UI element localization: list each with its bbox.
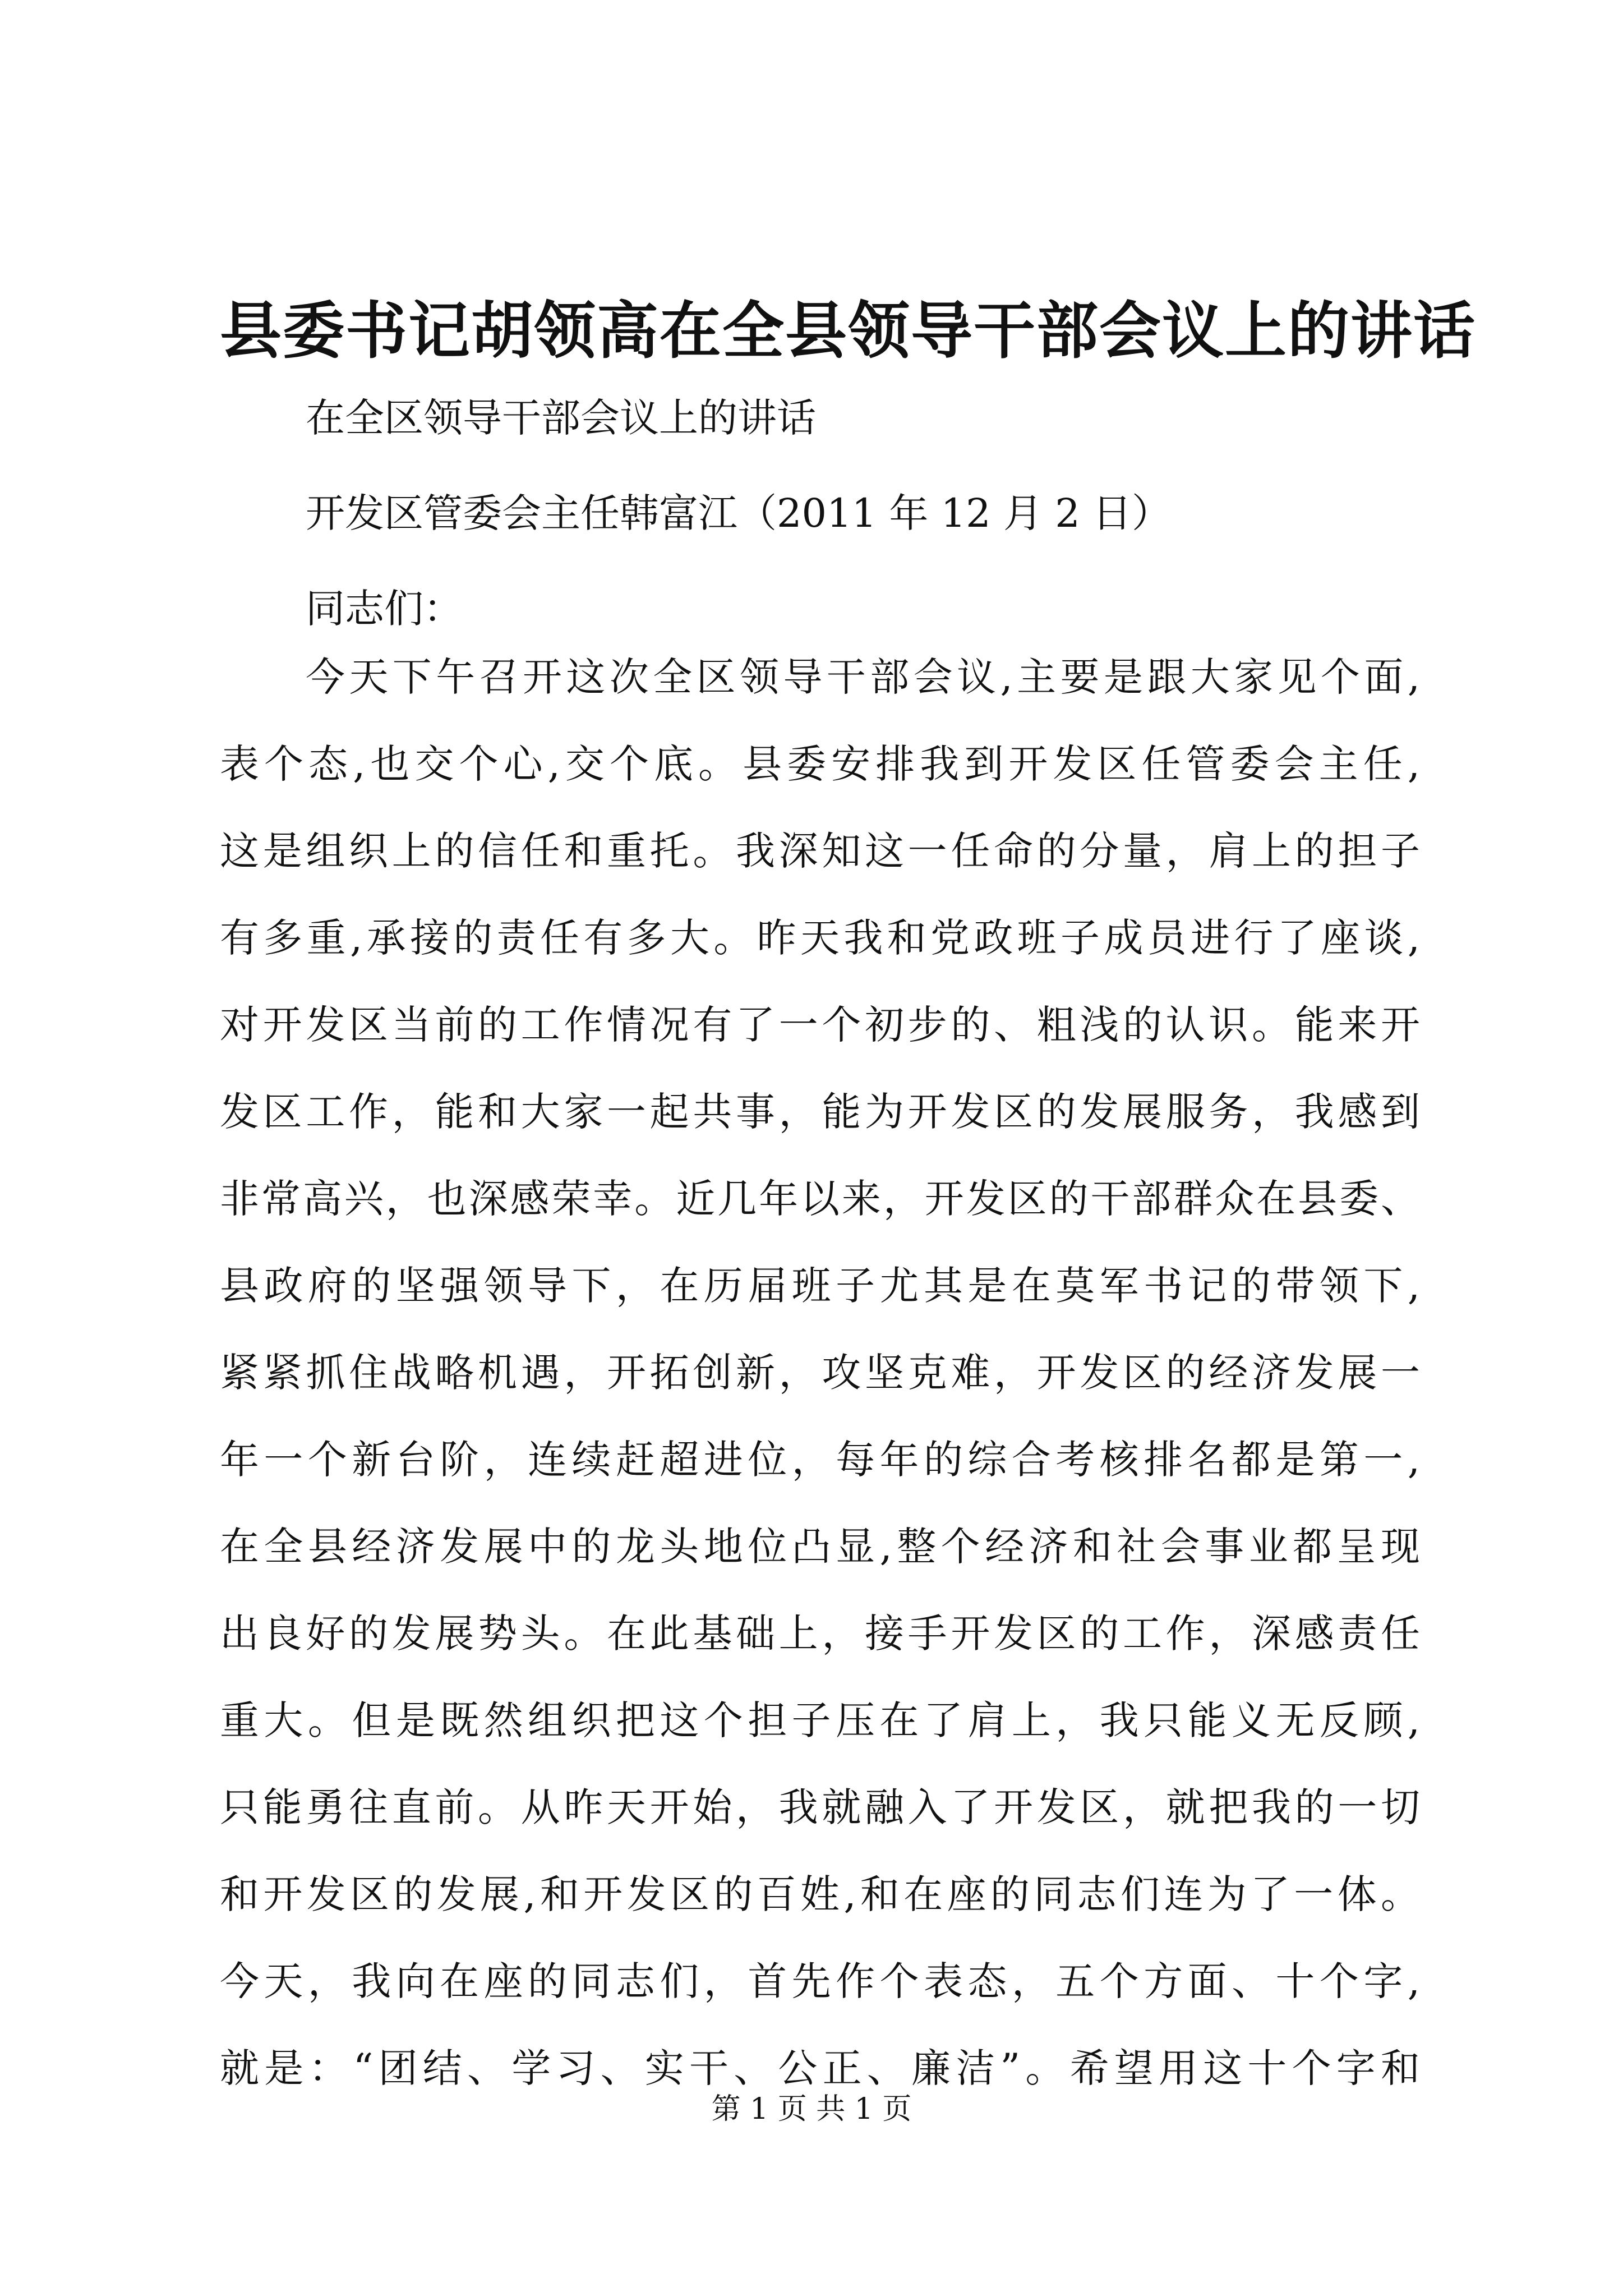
- body-line: 非常高兴，也深感荣幸。近几年以来，开发区的干部群众在县委、: [220, 1176, 1420, 1222]
- body-line: 重大。但是既然组织把这个担子压在了肩上，我只能义无反顾,: [220, 1697, 1420, 1743]
- body-line: 和开发区的发展,和开发区的百姓,和在座的同志们连为了一体。: [220, 1871, 1420, 1917]
- greeting: 同志们：: [306, 586, 463, 632]
- body-line: 年一个新台阶，连续赶超进位，每年的综合考核排名都是第一,: [220, 1437, 1420, 1483]
- body-line: 在全县经济发展中的龙头地位凸显,整个经济和社会事业都呈现: [220, 1524, 1420, 1570]
- body-line: 只能勇往直前。从昨天开始，我就融入了开发区，就把我的一切: [220, 1784, 1420, 1830]
- body-line: 县政府的坚强领导下，在历届班子尤其是在莫军书记的带领下,: [220, 1263, 1420, 1309]
- body-line: 发区工作，能和大家一起共事，能为开发区的发展服务，我感到: [220, 1089, 1420, 1135]
- body-line: 出良好的发展势头。在此基础上，接手开发区的工作，深感责任: [220, 1611, 1420, 1657]
- body-line: 就是：“团结、学习、实干、公正、廉洁”。希望用这十个字和: [220, 2045, 1420, 2091]
- body-line: 有多重,承接的责任有多大。昨天我和党政班子成员进行了座谈,: [220, 915, 1420, 961]
- document-title: 县委书记胡领高在全县领导干部会议上的讲话: [220, 295, 1476, 367]
- speech-body: [220, 634, 1420, 2112]
- speaker-line: 开发区管委会主任韩富江（2011 年 12 月 2 日）: [306, 490, 1172, 536]
- body-line: 这是组织上的信任和重托。我深知这一任命的分量，肩上的担子: [220, 828, 1420, 874]
- body-line: 对开发区当前的工作情况有了一个初步的、粗浅的认识。能来开: [220, 1002, 1420, 1048]
- page-footer: 第 1 页 共 1 页: [711, 2092, 912, 2126]
- speech-subtitle: 在全区领导干部会议上的讲话: [306, 395, 816, 441]
- body-line: 今天，我向在座的同志们，首先作个表态，五个方面、十个字,: [220, 1958, 1420, 2004]
- body-line: 今天下午召开这次全区领导干部会议,主要是跟大家见个面,: [306, 654, 1420, 700]
- body-line: 表个态,也交个心,交个底。县委安排我到开发区任管委会主任,: [220, 741, 1420, 787]
- body-line: 紧紧抓住战略机遇，开拓创新，攻坚克难，开发区的经济发展一: [220, 1350, 1420, 1396]
